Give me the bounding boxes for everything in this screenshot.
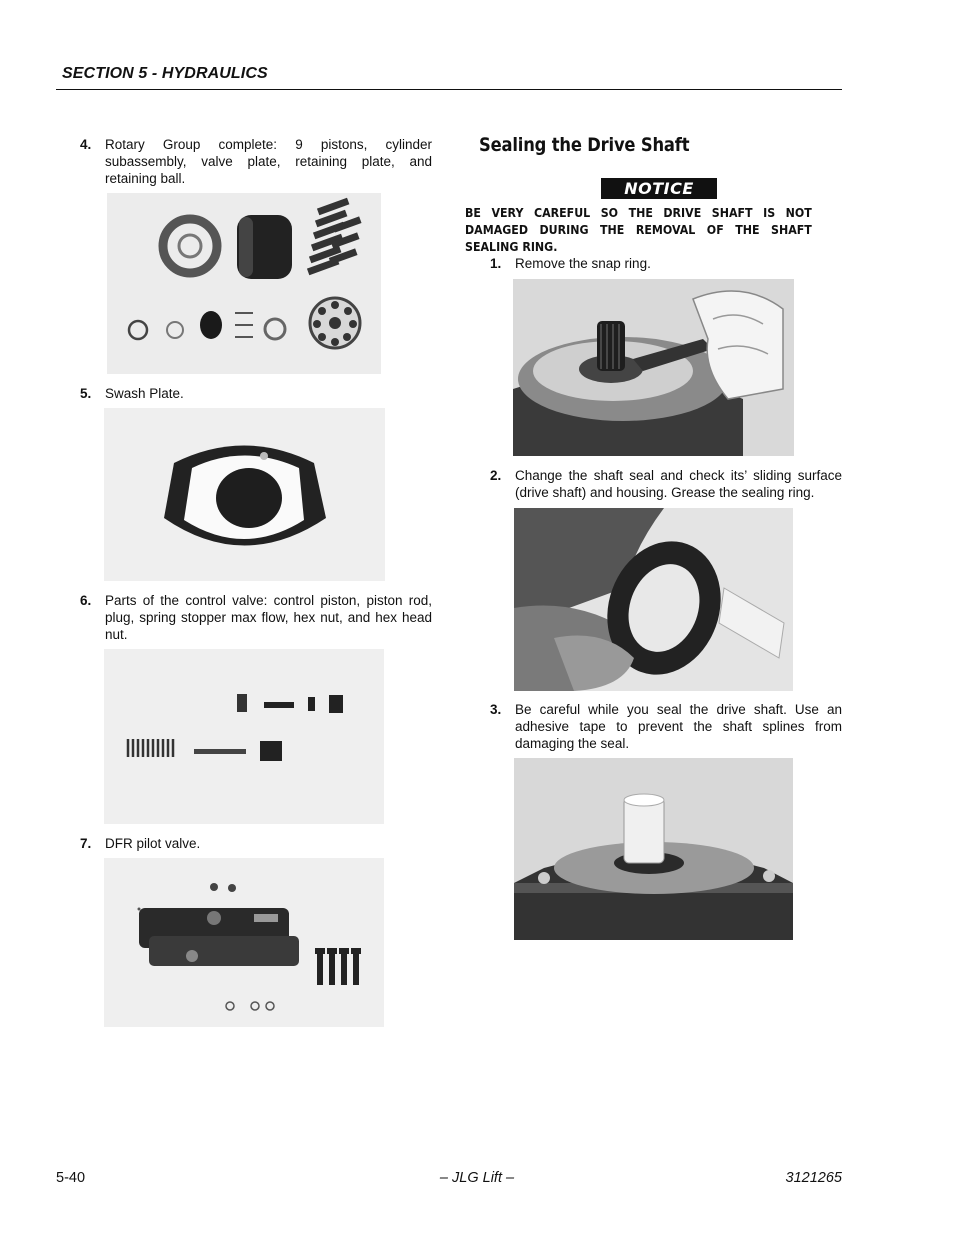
step-text: Be careful while you seal the drive shaft. Use an adhesive tape to prevent the shaft splines from damaging the seal. (515, 702, 842, 751)
step-number: 7. (80, 836, 92, 851)
footer-page-number: 5-40 (56, 1170, 86, 1186)
photo-rotary-group (107, 193, 381, 374)
step-text: Swash Plate. (105, 386, 184, 401)
step-text: Rotary Group complete: 9 pistons, cylinder subassembly, valve plate, retaining plate, and retaining ball. (105, 137, 432, 186)
footer-center: – JLG Lift – (439, 1170, 515, 1186)
photo-swash-plate (104, 408, 385, 581)
section-title: SECTION 5 - HYDRAULICS (62, 65, 268, 82)
photo-control-valve-parts (104, 649, 384, 824)
step-7 (80, 835, 432, 853)
step-text: Remove the snap ring. (515, 256, 651, 271)
section-heading: Sealing the Drive Shaft (479, 134, 690, 156)
photo-remove-snap-ring (513, 279, 794, 456)
notice-badge: NOTICE (601, 178, 717, 199)
right-step-1 (490, 255, 842, 273)
footer-doc-number: 3121265 (785, 1170, 842, 1186)
notice-text: BE VERY CAREFUL SO THE DRIVE SHAFT IS NOT DAMAGED DURING THE REMOVAL OF THE SHAFT SEALING RING. (465, 206, 812, 254)
step-4 (80, 136, 432, 188)
right-step-2 (490, 467, 842, 503)
step-number: 5. (80, 386, 92, 401)
step-5 (80, 385, 432, 403)
step-text: Change the shaft seal and check its’ sliding surface (drive shaft) and housing. Grease the sealing ring. (515, 468, 842, 500)
header-rule (56, 89, 842, 90)
step-text: Parts of the control valve: control piston, piston rod, plug, spring stopper max flow, hex nut, and hex head nut. (105, 593, 432, 642)
photo-dfr-pilot-valve (104, 858, 384, 1027)
step-number: 3. (490, 702, 502, 717)
right-step-3 (490, 701, 842, 753)
step-6 (80, 592, 432, 644)
step-number: 2. (490, 468, 502, 483)
step-number: 4. (80, 137, 92, 152)
photo-seal-drive-shaft (514, 758, 793, 940)
photo-change-shaft-seal (514, 508, 793, 691)
step-number: 1. (490, 256, 502, 271)
step-text: DFR pilot valve. (105, 836, 201, 851)
step-number: 6. (80, 593, 92, 608)
